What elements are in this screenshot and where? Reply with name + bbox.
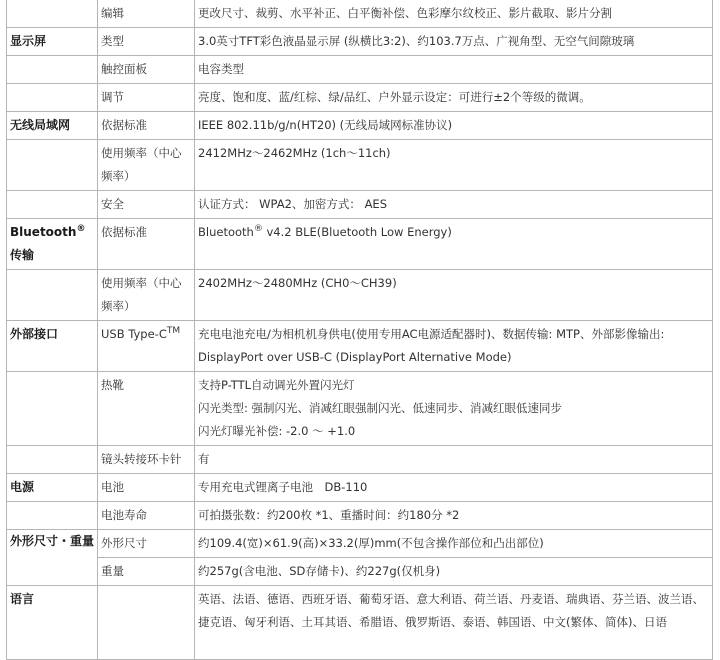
category-cell [7, 372, 98, 446]
table-row [7, 28, 713, 56]
category-cell: 电源 [7, 474, 98, 502]
item-cell: 电池寿命 [98, 502, 195, 530]
value-cell: 认证方式： WPA2、加密方式： AES [195, 191, 713, 219]
table-row [7, 446, 713, 474]
item-cell [98, 321, 195, 372]
item-cell: 编辑 [98, 0, 195, 28]
value-cell: 专用充电式锂离子电池 DB-110 [195, 474, 713, 502]
value-cell: 3.0英寸TFT彩色液晶显示屏 (纵横比3:2)、约103.7万点、广视角型、无空气间隙玻璃 [195, 28, 713, 56]
item-cell: 类型 [98, 28, 195, 56]
item-cell: 依据标准 [98, 112, 195, 140]
value-cell [195, 219, 713, 270]
category-cell: 无线局域网 [7, 112, 98, 140]
table-row [7, 112, 713, 140]
value-text-suffix: v4.2 BLE(Bluetooth Low Energy) [262, 225, 452, 239]
item-cell: 外形尺寸 [98, 530, 195, 558]
table-row [7, 140, 713, 191]
item-cell: 依据标准 [98, 219, 195, 270]
category-text: Bluetooth [10, 225, 77, 239]
category-cell: 外部接口 [7, 321, 98, 372]
item-cell: 安全 [98, 191, 195, 219]
value-cell [195, 372, 713, 446]
category-cell [7, 446, 98, 474]
table-row [7, 372, 713, 446]
value-line: 闪光类型: 强制闪光、消减红眼强制闪光、低速同步、消减红眼低速同步 [198, 401, 563, 415]
value-text: Bluetooth [198, 225, 254, 239]
category-cell [7, 502, 98, 530]
item-text: USB Type-C [101, 327, 167, 341]
item-cell [98, 586, 195, 660]
category-cell [7, 0, 98, 28]
value-cell: 约109.4(宽)×61.9(高)×33.2(厚)mm(不包含操作部位和凸出部位) [195, 530, 713, 558]
category-cell [7, 219, 98, 270]
category-cell: 语言 [7, 586, 98, 660]
table-row [7, 530, 713, 558]
registered-mark: ® [253, 224, 263, 235]
table-row [7, 586, 713, 660]
table-row [7, 56, 713, 84]
value-cell: 有 [195, 446, 713, 474]
item-cell: 热靴 [98, 372, 195, 446]
item-cell: 重量 [98, 558, 195, 586]
value-cell: 2402MHz～2480MHz (CH0～CH39) [195, 270, 713, 321]
value-cell: 可拍摄张数：约200枚 *1、重播时间：约180分 *2 [195, 502, 713, 530]
table-row [7, 321, 713, 372]
category-cell [7, 140, 98, 191]
item-cell: 电池 [98, 474, 195, 502]
item-cell: 触控面板 [98, 56, 195, 84]
trademark-mark: TM [166, 326, 181, 337]
spec-table [6, 0, 713, 660]
value-line: 支持P-TTL自动调光外置闪光灯 [198, 378, 355, 392]
value-cell: 英语、法语、德语、西班牙语、葡萄牙语、意大利语、荷兰语、丹麦语、瑞典语、芬兰语、波兰语、捷克语、匈牙利语、土耳其语、希腊语、俄罗斯语、泰语、韩国语、中文(繁体、简体)、日语 [195, 586, 713, 660]
table-row [7, 502, 713, 530]
category-cell [7, 84, 98, 112]
category-cell [7, 56, 98, 84]
table-row [7, 270, 713, 321]
table-row [7, 0, 713, 28]
table-row [7, 558, 713, 586]
value-cell: 更改尺寸、裁剪、水平补正、白平衡补偿、色彩摩尔纹校正、影片截取、影片分割 [195, 0, 713, 28]
value-line: 闪光灯曝光补偿: -2.0 ～ +1.0 [198, 424, 356, 438]
item-cell: 镜头转接环卡针 [98, 446, 195, 474]
table-row [7, 84, 713, 112]
value-cell: 2412MHz～2462MHz (1ch～11ch) [195, 140, 713, 191]
value-cell: IEEE 802.11b/g/n(HT20) (无线局域网标准协议) [195, 112, 713, 140]
category-cell [7, 270, 98, 321]
item-cell: 调节 [98, 84, 195, 112]
registered-mark: ® [76, 224, 86, 234]
category-cell [7, 191, 98, 219]
value-cell: 电容类型 [195, 56, 713, 84]
value-cell: 亮度、饱和度、蓝/红棕、绿/品红、户外显示设定：可进行±2个等级的微调。 [195, 84, 713, 112]
category-cell: 显示屏 [7, 28, 98, 56]
item-cell: 使用频率（中心频率） [98, 270, 195, 321]
category-cell: 外形尺寸・重量 [7, 530, 98, 586]
value-cell: 约257g(含电池、SD存储卡)、约227g(仅机身) [195, 558, 713, 586]
table-row [7, 191, 713, 219]
table-row [7, 219, 713, 270]
item-cell: 使用频率（中心频率） [98, 140, 195, 191]
category-text-suffix: 传输 [10, 248, 35, 262]
value-cell: 充电电池充电/为相机机身供电(使用专用AC电源适配器时)、数据传输: MTP、外部影像输出: DisplayPort over USB-C (DisplayPort Alternative Mode) [195, 321, 713, 372]
table-row [7, 474, 713, 502]
